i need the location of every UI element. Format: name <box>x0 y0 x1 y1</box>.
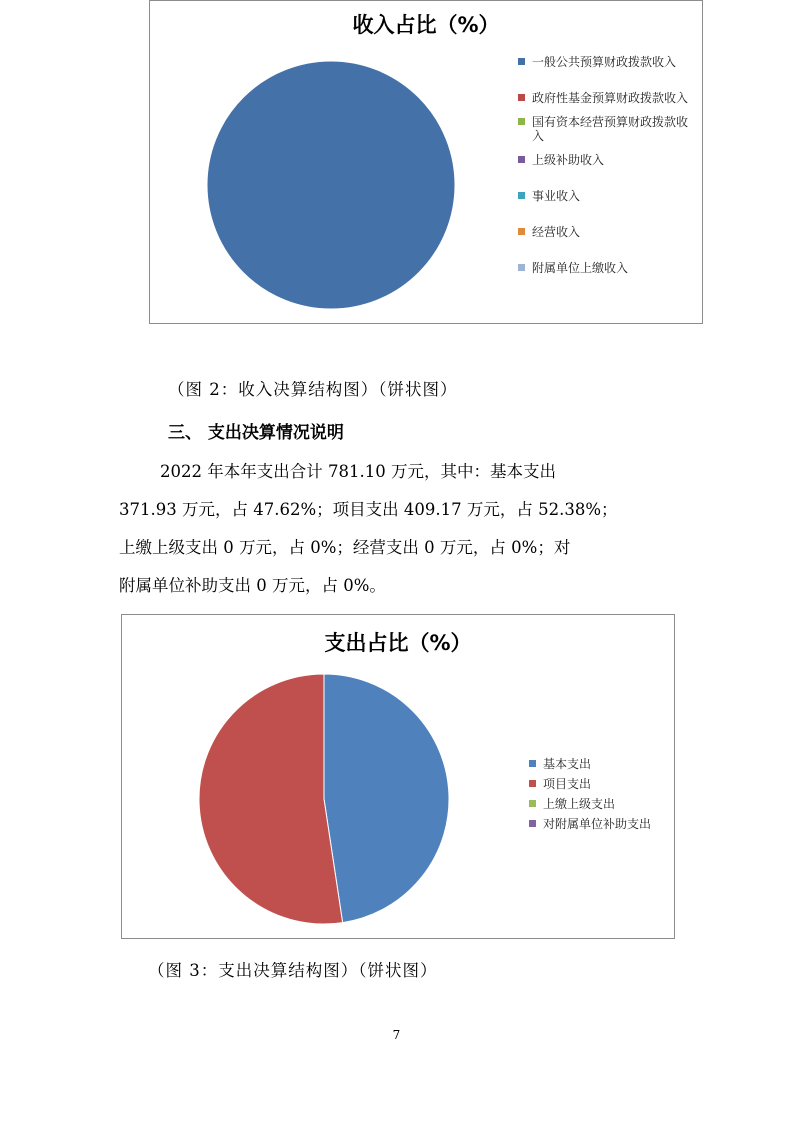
legend-swatch-icon <box>518 58 525 65</box>
income-legend-item <box>518 261 698 275</box>
page-number: 7 <box>392 1028 401 1042</box>
income-legend-label: 一般公共预算财政拨款收入 <box>532 55 677 69</box>
expense-legend <box>529 757 679 837</box>
legend-swatch-icon <box>518 228 525 235</box>
income-legend-label: 经营收入 <box>532 225 581 239</box>
expense-legend-item <box>529 757 679 771</box>
expense-legend-item <box>529 797 679 811</box>
income-chart <box>149 0 703 324</box>
expense-legend-item <box>529 777 679 791</box>
body-text-line: 371.93 万元，占 47.62%；项目支出 409.17 万元，占 52.38%； <box>119 500 618 519</box>
expense-pie <box>197 672 451 926</box>
income-legend-item <box>518 91 697 105</box>
legend-swatch-icon <box>529 780 536 787</box>
expense-legend-label: 上缴上级支出 <box>543 797 616 811</box>
income-legend-item <box>518 153 698 167</box>
legend-swatch-icon <box>518 156 525 163</box>
expense-legend-label: 对附属单位补助支出 <box>543 817 652 831</box>
legend-swatch-icon <box>529 800 536 807</box>
body-text-line: 上缴上级支出 0 万元，占 0%；经营支出 0 万元，占 0%；对 <box>119 538 571 557</box>
figure-3-caption: （图 3：支出决算结构图）（饼状图） <box>148 961 438 980</box>
income-legend-label: 上级补助收入 <box>532 153 605 167</box>
expense-chart-title: 支出占比（%） <box>324 631 472 655</box>
expense-chart <box>121 614 675 939</box>
body-text-line: 2022 年本年支出合计 781.10 万元，其中：基本支出 <box>160 462 556 481</box>
legend-swatch-icon <box>529 820 536 827</box>
income-legend-label: 事业收入 <box>532 189 581 203</box>
legend-swatch-icon <box>518 264 525 271</box>
expense-legend-label: 基本支出 <box>543 757 592 771</box>
income-legend-item <box>518 189 698 203</box>
income-legend-label: 国有资本经营预算财政拨款收入 <box>532 115 689 143</box>
income-legend-item <box>518 55 698 69</box>
expense-legend-item <box>529 817 679 831</box>
income-legend <box>518 55 698 297</box>
section-heading: 三、 支出决算情况说明 <box>168 423 344 443</box>
legend-swatch-icon <box>518 94 525 101</box>
income-legend-label: 政府性基金预算财政拨款收入 <box>532 91 689 105</box>
income-legend-item <box>518 115 697 143</box>
income-pie <box>205 59 457 311</box>
body-text-line: 附属单位补助支出 0 万元，占 0%。 <box>119 576 386 595</box>
expense-legend-label: 项目支出 <box>543 777 592 791</box>
figure-2-caption: （图 2：收入决算结构图）（饼状图） <box>168 380 458 399</box>
income-legend-item <box>518 225 698 239</box>
legend-swatch-icon <box>518 118 525 125</box>
pie-slice-基本支出 <box>324 674 449 923</box>
pie-slice-项目支出 <box>199 674 343 924</box>
income-legend-label: 附属单位上缴收入 <box>532 261 629 275</box>
pie-slice-一般公共预算财政拨款收入 <box>207 61 455 309</box>
legend-swatch-icon <box>518 192 525 199</box>
income-chart-title: 收入占比（%） <box>352 13 500 37</box>
legend-swatch-icon <box>529 760 536 767</box>
